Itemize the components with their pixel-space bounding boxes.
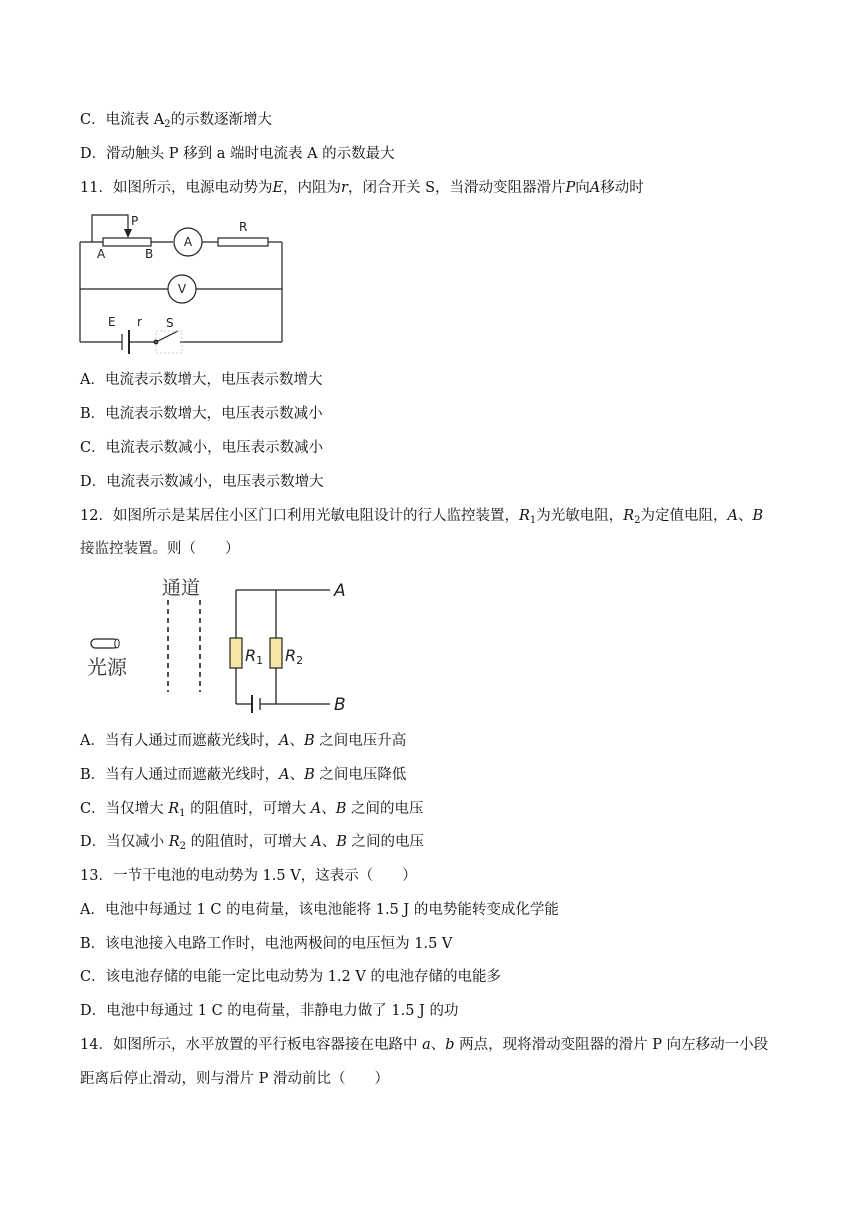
resistor-r — [218, 238, 268, 246]
q14-stem-line2: 距离后停止滑动，则与滑片 P 滑动前比（ ） — [80, 1071, 389, 1087]
label-a: A — [97, 247, 106, 261]
label-r: r — [137, 315, 142, 329]
q13-option-d: D．电池中每通过 1 C 的电荷量，非静电力做了 1.5 J 的功 — [80, 1003, 459, 1019]
q14-stem: 14．如图所示，水平放置的平行板电容器接在电路中 a、b 两点，现将滑动变阻器的滑片 P 向左移动一小段 — [80, 1037, 769, 1053]
label-r-big: R — [239, 220, 248, 234]
q12-option-c: C．当仅增大 $R_1$ 的阻值时，可增大 A、B 之间的电压 — [80, 801, 424, 819]
q12-stem-line2: 接监控装置。则（ ） — [80, 541, 240, 557]
q13-stem: 13．一节干电池的电动势为 1.5 V，这表示（ ） — [80, 868, 417, 884]
label-e: E — [108, 315, 116, 329]
q12-option-d: D．当仅减小 $R_2$ 的阻值时，可增大 A、B 之间的电压 — [80, 834, 425, 852]
q11-stem: 11．如图所示，电源电动势为E，内阻为r，闭合开关 S，当滑动变阻器滑片P向A移动时 — [80, 180, 644, 196]
label-s: S — [166, 316, 174, 330]
terminal-a: A — [334, 581, 346, 601]
q10-option-d: D．滑动触头 P 移到 a 端时电流表 A 的示数最大 — [80, 146, 395, 162]
q11-option-d: D．电流表示数减小，电压表示数增大 — [80, 474, 324, 490]
switch-box — [156, 331, 182, 353]
resistor-r1 — [230, 638, 242, 668]
q11-option-b: B．电流表示数增大，电压表示数减小 — [80, 406, 323, 422]
channel-label: 通道 — [162, 577, 201, 599]
voltmeter-label: V — [177, 282, 187, 296]
ammeter-label: A — [183, 235, 193, 249]
q13-option-a: A．电池中每通过 1 C 的电荷量，该电池能将 1.5 J 的电势能转变成化学能 — [80, 902, 559, 918]
terminal-b: B — [334, 695, 346, 715]
q11-option-a: A．电流表示数增大，电压表示数增大 — [80, 372, 323, 388]
q12-stem: 12．如图所示是某居住小区门口利用光敏电阻设计的行人监控装置，$R_1$为光敏电阻，$R_2$为定值电阻，A、B — [80, 508, 764, 526]
q13-option-c: C．该电池存储的电能一定比电动势为 1.2 V 的电池存储的电能多 — [80, 969, 501, 985]
q12-option-b: B．当有人通过而遮蔽光线时，A、B 之间电压降低 — [80, 767, 407, 783]
label-p: P — [131, 214, 139, 228]
light-source-tube — [91, 639, 118, 648]
light-source-label: 光源 — [87, 655, 127, 679]
slider-arrow — [124, 229, 132, 238]
q12-circuit-diagram — [80, 572, 360, 722]
q10-option-c: C．电流表 $A_2$的示数逐渐增大 — [80, 112, 273, 130]
q13-option-b: B．该电池接入电路工作时，电池两极间的电压恒为 1.5 V — [80, 936, 453, 952]
label-b: B — [145, 247, 154, 261]
resistor-r2 — [270, 638, 282, 668]
q11-circuit-diagram — [70, 208, 300, 358]
q12-option-a: A．当有人通过而遮蔽光线时，A、B 之间电压升高 — [80, 733, 407, 749]
rheostat — [103, 238, 151, 246]
r1-label: R1 — [245, 646, 264, 667]
r2-label: R2 — [285, 646, 304, 667]
q11-option-c: C．电流表示数减小，电压表示数减小 — [80, 440, 324, 456]
